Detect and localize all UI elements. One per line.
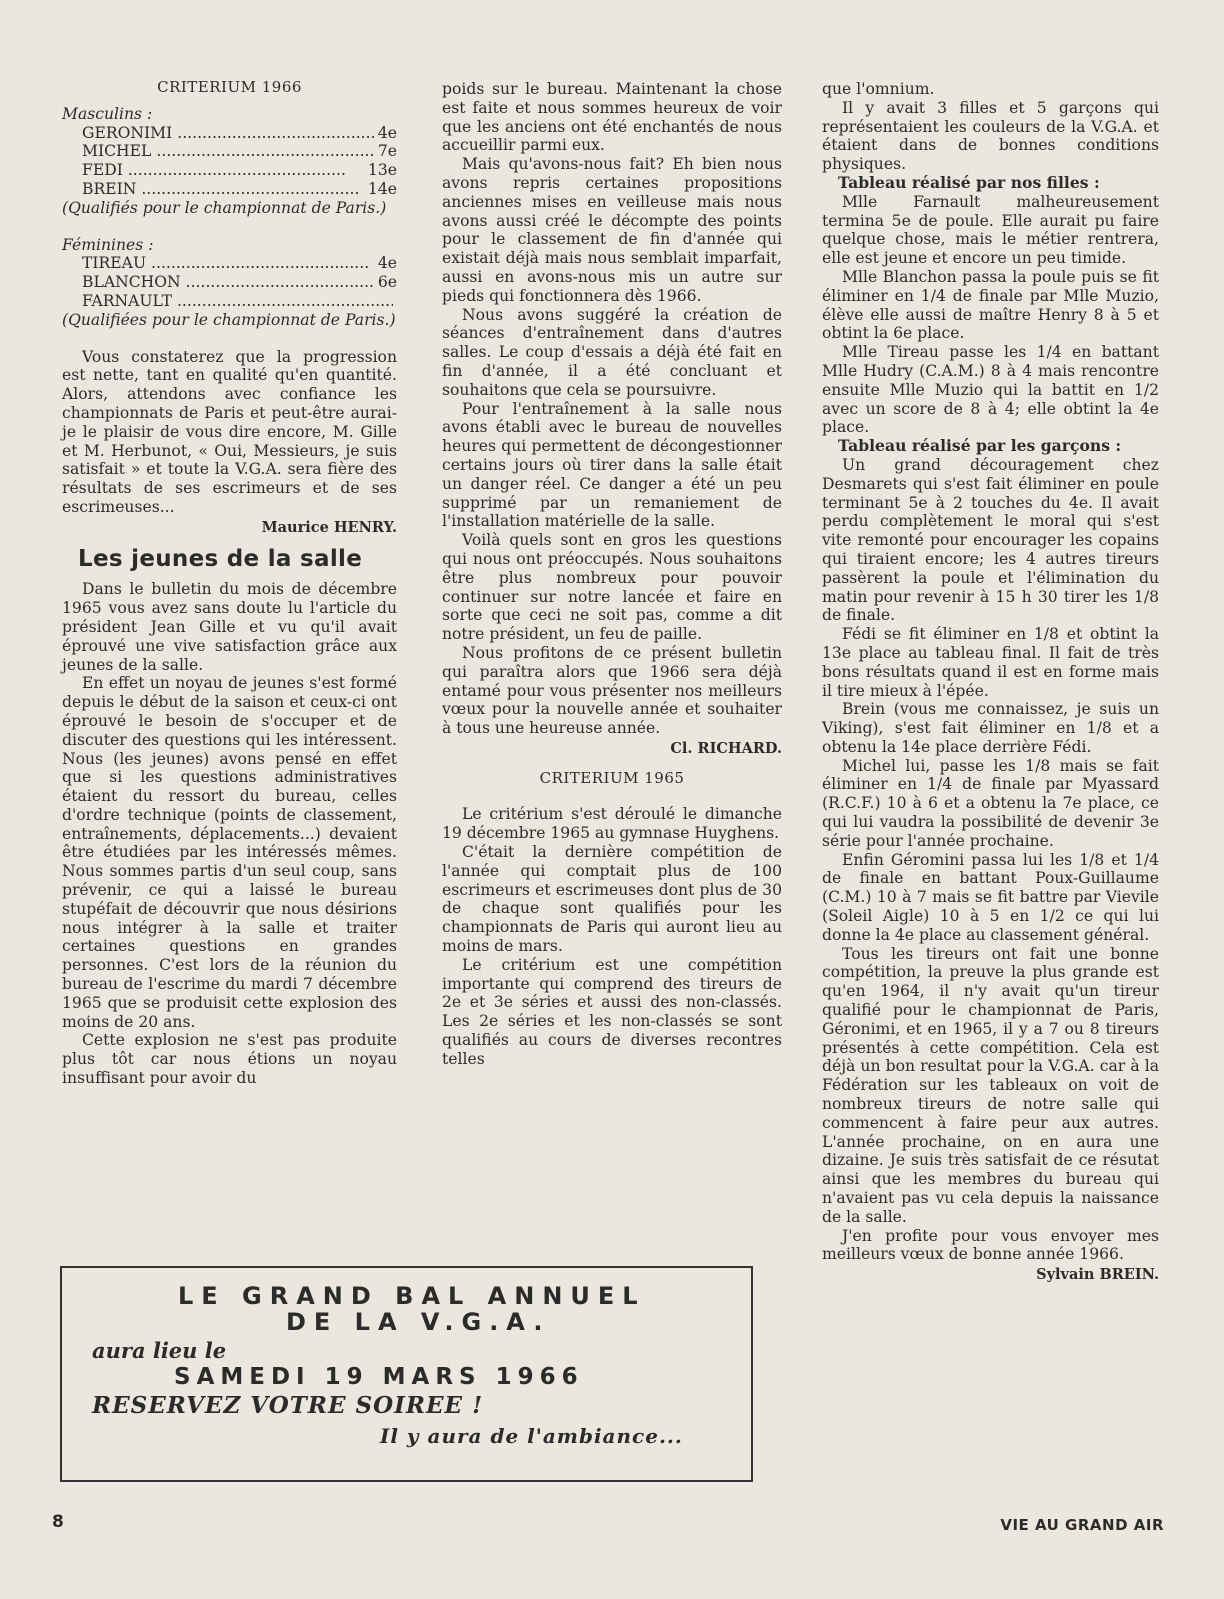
- paragraph: Nous profitons de ce présent bulletin qui paraîtra alors que 1966 sera déjà entamé pour vous présenter nos meilleurs vœux pour la nouvelle année et souhaiter à tous une heureuse année.: [442, 643, 782, 738]
- ranking-row: [62, 254, 397, 273]
- paragraph: Voilà quels sont en gros les questions qui nous ont préoccupés. Nous souhaitons être plus nombreux pour pouvoir continuer sur notre lancée et faire en sorte que ceci ne soit pas, comme a dit notre président, un feu de paille.: [442, 531, 782, 644]
- paragraph: Fédi se fit éliminer en 1/8 et obtint la 13e place au tableau final. Il fait de très bons résultats quand il est en forme mais il tire mieux à l'épée.: [822, 625, 1159, 700]
- criterium-1966-title: CRITERIUM 1966: [157, 78, 302, 96]
- feminines-note: (Qualifiées pour le championnat de Paris.): [62, 310, 396, 329]
- ranking-place: 14e: [367, 179, 397, 198]
- paragraph: Le critérium est une compétition importante qui comprend des tireurs de 2e et 3e séries et aussi des non-classés. Les 2e séries et les non-classés se sont qualifiés au cours de diverses recontres telles: [442, 955, 782, 1068]
- paragraph: Dans le bulletin du mois de décembre 1965 vous avez sans doute lu l'article du président Jean Gille et vu qu'il avait éprouvé une vive satisfaction grâce aux jeunes de la salle.: [62, 580, 397, 674]
- page-number: 8: [52, 1512, 64, 1532]
- ranking-name: FARNAULT .....: [82, 292, 393, 311]
- paragraph: Brein (vous me connaissez, je suis un Viking), s'est fait éliminer en 1/8 et a obtenu la 14e place derrière Fédi.: [822, 700, 1159, 756]
- ranking-place: 4e: [377, 254, 397, 273]
- subheading-garcons: Tableau réalisé par les garçons :: [838, 436, 1122, 456]
- ad-line-club: DE LA V.G.A.: [286, 1308, 551, 1336]
- footer-publication-name: VIE AU GRAND AIR: [1000, 1516, 1164, 1534]
- ranking-row: [62, 273, 397, 292]
- paragraph: Enfin Géromini passa lui les 1/8 et 1/4 de finale en battant Poux-Guillaume (C.M.) 10 à 7 mais se fit battre par Vievile (Soleil Aigle) 10 à 5 en 1/2 ce qui lui donne la 4e place au classement général.: [822, 850, 1159, 944]
- ball-announcement-box: [60, 1266, 753, 1482]
- ranking-name: TIREAU .....: [82, 254, 374, 273]
- ranking-place: 7e: [377, 142, 397, 161]
- feminines-ranking: [62, 254, 397, 310]
- paragraph: Mlle Farnault malheureusement termina 5e de poule. Elle aurait pu faire quelque chose, mais le métier rentrera, elle est jeune et encore un peu timide.: [822, 192, 1159, 268]
- ranking-place: [393, 292, 397, 311]
- column-3: [822, 80, 1159, 1285]
- paragraph: C'était la dernière compétition de l'année qui comptait plus de 100 escrimeurs et escrimeuses dont plus de 30 de chaque sont qualifiés pour les championnats de Paris qui auront lieu au moins de mars.: [442, 843, 782, 956]
- column-1: [62, 78, 397, 1088]
- paragraph: En effet un noyau de jeunes s'est formé depuis le début de la saison et ceux-ci ont éprouvé le besoin de s'occuper et de discuter des questions qui les intéressent. Nous (les jeunes) avons pensé en effet que si les questions administratives étaient du ressort du bureau, celles d'ordre technique (points de classement, entraînements, déplacements...) devaient être étudiées par les intéressés mêmes. Nous sommes partis d'un seul coup, sans prévenir, ce qui a laissé le bureau stupéfait de découvrir que nous désirions nous intégrer à la salle et traiter certaines questions en grandes personnes. C'est lors de la réunion du bureau de l'escrime du mardi 7 décembre 1965 que se produisit cette explosion des moins de 20 ans.: [62, 674, 397, 1031]
- ranking-row: [62, 161, 397, 180]
- paragraph: poids sur le bureau. Maintenant la chose est faite et nous sommes heureux de voir que les anciens ont été enchantés de nous accueillir parmi eux.: [442, 80, 782, 155]
- ranking-row: [62, 124, 397, 143]
- ranking-name: MICHEL .....: [82, 142, 374, 161]
- paragraph: Vous constaterez que la progression est nette, tant en qualité qu'en quantité. Alors, attendons avec confiance les championnats de Paris et peut-être aurai-je le plaisir de vous dire encore, M. Gille et M. Herbunot, « Oui, Messieurs, je suis satisfait » et toute la V.G.A. sera fière des résultats de ses escrimeurs et de ses escrimeuses...: [62, 347, 397, 516]
- paragraph: Un grand découragement chez Desmarets qui s'est fait éliminer en poule terminant 5e à 2 touches du 4e. Il avait perdu complètement le moral qui s'est vite remonté pour encourager les copains qui tiraient encore; les 4 autres tireurs passèrent la poule et l'élimination du matin pour revenir à 15 h 30 tirer les 1/8 de finale.: [822, 455, 1159, 625]
- paragraph: Pour l'entraînement à la salle nous avons établi avec le bureau de nouvelles heures qui permettent de décongestionner certains jours où tirer dans la salle était un danger réel. Ce danger a été un peu supprimé par un remaniement de l'installation matérielle de la salle.: [442, 399, 782, 531]
- ranking-name: GERONIMI .....: [82, 124, 374, 143]
- criterium-1965-title: CRITERIUM 1965: [539, 768, 685, 787]
- subheading-filles: Tableau réalisé par nos filles :: [838, 172, 1100, 192]
- masculins-label: Masculins :: [62, 104, 153, 123]
- ad-line-ambiance: Il y aura de l'ambiance...: [380, 1424, 683, 1448]
- ad-line-aura-lieu: aura lieu le: [92, 1338, 227, 1363]
- ranking-row: [62, 142, 397, 161]
- signature-cl-richard: Cl. RICHARD.: [670, 739, 782, 757]
- paragraph: Tous les tireurs ont fait une bonne compétition, la preuve la plus grande est qu'en 1964, il n'y avait qu'un tireur qualifié pour le championnat de Paris, Géronimi, et en 1965, il y a 7 ou 8 tireurs présentés à cette compétition. Cela est déjà un bon resultat pour la V.G.A. car à la Fédération sur les tableaux on voit de nombreux tireurs de notre salle qui commencent à faire peur aux autres. L'année prochaine, on en aura une dizaine. Je suis très satisfait de ce résutat ainsi que les membres du bureau qui n'avaient pas vu cela depuis la naissance de la salle.: [822, 944, 1159, 1226]
- ranking-name: BREIN .....: [82, 180, 364, 199]
- ranking-place: 6e: [377, 273, 397, 292]
- ranking-name: BLANCHON .....: [82, 273, 374, 292]
- paragraph: Le critérium s'est déroulé le dimanche 19 décembre 1965 au gymnase Huyghens.: [442, 805, 782, 843]
- ranking-name: FEDI .....: [82, 161, 364, 180]
- masculins-note: (Qualifiés pour le championnat de Paris.): [62, 198, 387, 217]
- paragraph: que l'omnium.: [822, 80, 935, 98]
- masculins-ranking: [62, 124, 397, 199]
- paragraph: Il y avait 3 filles et 5 garçons qui représentaient les couleurs de la V.G.A. et étaient dans de bonnes conditions physiques.: [822, 98, 1159, 174]
- ranking-place: 4e: [377, 123, 397, 142]
- ranking-place: 13e: [367, 161, 397, 180]
- paragraph: Mlle Blanchon passa la poule puis se fit éliminer en 1/4 de finale par Mlle Muzio, élève elle aussi de maître Henry 8 à 5 et obtint la 6e place.: [822, 267, 1159, 343]
- column-2: [442, 80, 782, 1069]
- ranking-row: [62, 292, 397, 311]
- feminines-label: Féminines :: [62, 235, 154, 254]
- signature-maurice-henry: Maurice HENRY.: [261, 518, 397, 536]
- paragraph: Mlle Tireau passe les 1/4 en battant Mlle Hudry (C.A.M.) 8 à 4 mais rencontre ensuite Mlle Muzio qui la battit en 1/2 avec un score de 8 à 4; elle obtint la 4e place.: [822, 343, 1159, 437]
- paragraph: J'en profite pour vous envoyer mes meilleurs vœux de bonne année 1966.: [822, 1226, 1159, 1264]
- paragraph: Cette explosion ne s'est pas produite plus tôt car nous étions un noyau insuffisant pour avoir du: [62, 1031, 397, 1088]
- paragraph: Mais qu'avons-nous fait? Eh bien nous avons repris certaines propositions anciennes mises en veilleuse mais nous avons aussi créé le décompte des points pour le classement de fin d'année qui existait déjà mais nous semblait imparfait, aussi en avons-nous mis un autre sur pieds qui fonctionnera dès 1966.: [442, 155, 782, 305]
- ranking-row: [62, 180, 397, 199]
- ad-line-date: SAMEDI 19 MARS 1966: [174, 1364, 584, 1390]
- paragraph: Nous avons suggéré la création de séances d'entraînement dans d'autres salles. Le coup d'essais a déjà été fait en fin d'année, il a été concluant et souhaitons que cela se poursuivre.: [442, 305, 782, 399]
- article-title-jeunes: Les jeunes de la salle: [78, 545, 363, 572]
- ad-line-reservez: RESERVEZ VOTRE SOIREE !: [92, 1392, 484, 1419]
- signature-sylvain-brein: Sylvain BREIN.: [1036, 1266, 1159, 1284]
- ad-line-title: LE GRAND BAL ANNUEL: [178, 1282, 646, 1310]
- paragraph: Michel lui, passe les 1/8 mais se fait éliminer en 1/4 de finale par Myassard (R.C.F.) 10 à 6 et a obtenu la 7e place, ce qui lui vaudra la possibilité de devenir 3e série pour l'année prochaine.: [822, 756, 1159, 850]
